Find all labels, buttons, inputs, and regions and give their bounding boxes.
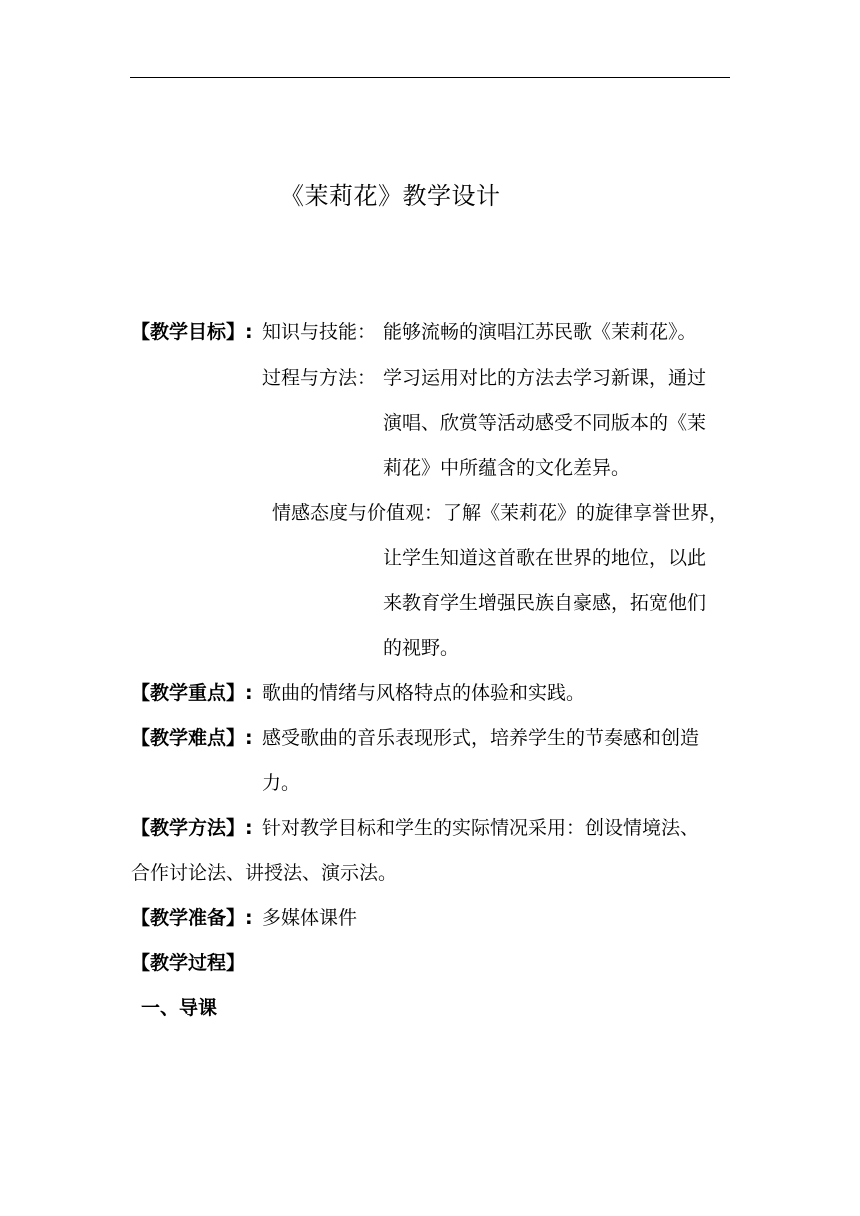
emotion-value-line: 让学生知道这首歌在世界的地位，以此 bbox=[383, 547, 707, 569]
process-method-line: 演唱、欣赏等活动感受不同版本的《茉 bbox=[383, 412, 707, 434]
difficulties-line: 力。 bbox=[262, 772, 301, 794]
key-points-label: 【教学重点】: bbox=[131, 682, 253, 704]
process-method-line: 莉花》中所蕴含的文化差异。 bbox=[383, 457, 631, 479]
knowledge-skill-text: 能够流畅的演唱江苏民歌《茉莉花》。 bbox=[383, 321, 697, 343]
difficulties-line: 感受歌曲的音乐表现形式，培养学生的节奏感和创造 bbox=[262, 727, 700, 749]
emotion-value-label: 情感态度与价值观： bbox=[272, 502, 444, 524]
process-method-label: 过程与方法： bbox=[262, 367, 377, 389]
methods-line: 合作讨论法、讲授法、演示法。 bbox=[131, 862, 398, 884]
objectives-label: 【教学目标】: bbox=[131, 321, 253, 343]
methods-label: 【教学方法】: bbox=[131, 817, 253, 839]
knowledge-skill-label: 知识与技能： bbox=[262, 321, 377, 343]
key-points-text: 歌曲的情绪与风格特点的体验和实践。 bbox=[262, 682, 586, 704]
emotion-value-line: 了解《茉莉花》的旋律享誉世界， bbox=[443, 502, 729, 524]
methods-line: 针对教学目标和学生的实际情况采用：创设情境法、 bbox=[262, 817, 700, 839]
preparation-label: 【教学准备】: bbox=[131, 907, 253, 929]
emotion-value-line: 来教育学生增强民族自豪感，拓宽他们 bbox=[383, 592, 707, 614]
section-heading-intro: 一、导课 bbox=[141, 997, 218, 1019]
difficulties-label: 【教学难点】: bbox=[131, 727, 253, 749]
preparation-text: 多媒体课件 bbox=[262, 907, 358, 929]
teaching-process-heading: 【教学过程】 bbox=[131, 952, 246, 974]
document-title: 《茉莉花》教学设计 bbox=[280, 182, 501, 210]
header-rule bbox=[130, 77, 730, 78]
emotion-value-line: 的视野。 bbox=[383, 637, 460, 659]
process-method-line: 学习运用对比的方法去学习新课，通过 bbox=[383, 367, 707, 389]
